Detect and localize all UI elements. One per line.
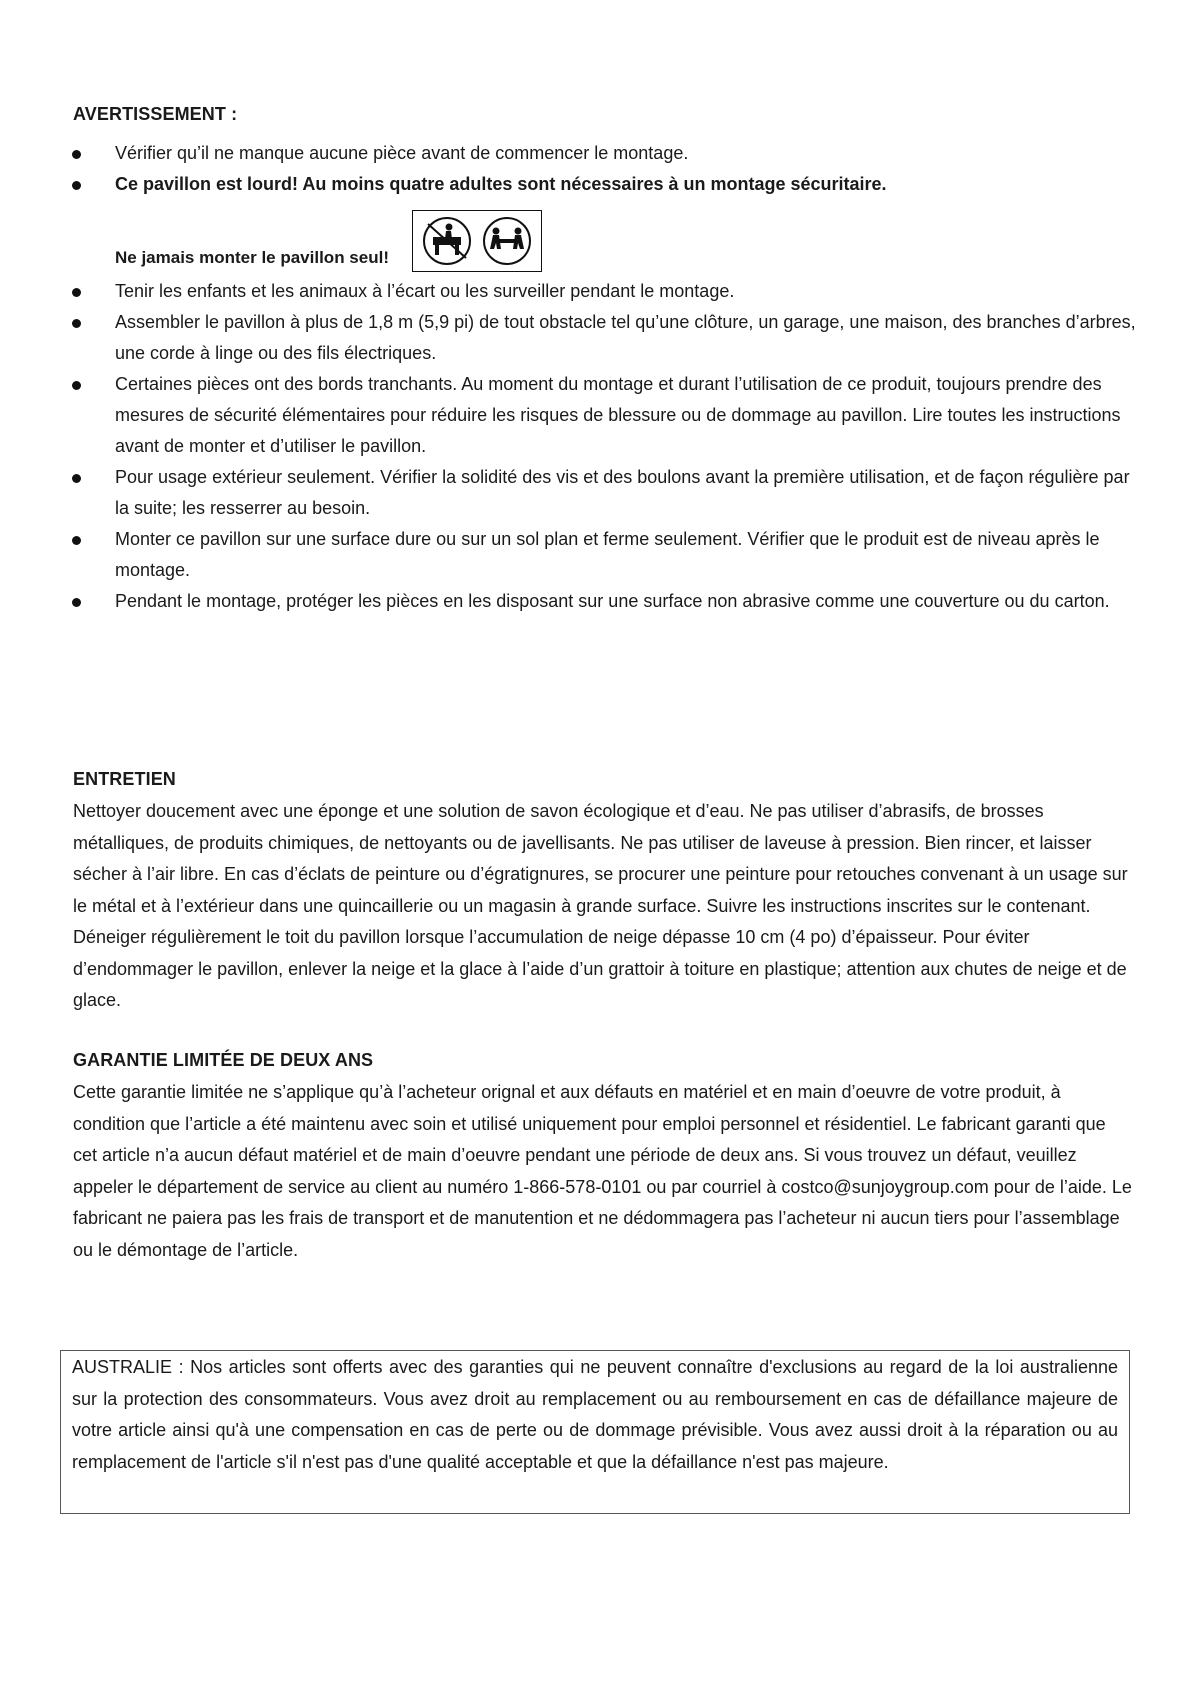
never-alone-text: Ne jamais monter le pavillon seul! bbox=[115, 248, 389, 267]
assembly-pictogram bbox=[412, 210, 542, 272]
bullet-icon bbox=[72, 150, 81, 159]
bullet-icon bbox=[72, 181, 81, 190]
list-item: Pour usage extérieur seulement. Vérifier la solidité des vis et des boulons avant la première utilisation, et de façon régulière par la suite; les resserrer au besoin. bbox=[68, 462, 1138, 524]
list-item: Pendant le montage, protéger les pièces en les disposant sur une surface non abrasive comme une couverture ou du carton. bbox=[68, 586, 1138, 617]
two-people-assembly-icon bbox=[479, 215, 535, 267]
list-item: Vérifier qu’il ne manque aucune pièce avant de commencer le montage. bbox=[68, 138, 1138, 169]
australia-notice: AUSTRALIE : Nos articles sont offerts avec des garanties qui ne peuvent connaître d'exclusions au regard de la loi australienne sur la protection des consommateurs. Vous avez droit au remplacement ou au remboursement en cas de défaillance majeure de votre article ainsi qu'à une compensation en cas de perte ou de dommage prévisible. Vous avez aussi droit à la réparation ou au remplacement de l'article s'il n'est pas d'une qualité acceptable et que la défaillance n'est pas majeure. bbox=[72, 1357, 1118, 1472]
one-person-prohibited-icon bbox=[419, 215, 475, 267]
maintenance-text: Nettoyer doucement avec une éponge et une solution de savon écologique et d’eau. Ne pas utiliser d’abrasifs, de brosses métalliques, de produits chimiques, de nettoyants ou de javellisants. Ne pas utiliser de laveuse à pression. Bien rincer, et laisser sécher à l’air libre. En cas d’éclats de peinture ou d’égratignures, se procurer une peinture pour retouches convenant à un usage sur le métal et à l’extérieur dans une quincaillerie ou un magasin à grande surface. Suivre les instructions inscrites sur le contenant. Déneiger régulièrement le toit du pavillon lorsque l’accumulation de neige dépasse 10 cm (4 po) d’épaisseur. Pour éviter d’endommager le pavillon, enlever la neige et la glace à l’aide d’un grattoir à toiture en plastique; attention aux chutes de neige et de glace. bbox=[73, 801, 1128, 1010]
list-item: Assembler le pavillon à plus de 1,8 m (5,9 pi) de tout obstacle tel qu’une clôture, un garage, une maison, des branches d’arbres, une corde à linge ou des fils électriques. bbox=[68, 307, 1138, 369]
list-item: Certaines pièces ont des bords tranchants. Au moment du montage et durant l’utilisation de ce produit, toujours prendre des mesures de sécurité élémentaires pour réduire les risques de blessure ou de dommage au pavillon. Lire toutes les instructions avant de monter et d’utiliser le pavillon. bbox=[68, 369, 1138, 462]
bullet-icon bbox=[72, 319, 81, 328]
never-alone-row bbox=[68, 206, 1138, 272]
warning-list bbox=[68, 138, 1138, 617]
list-item: Ce pavillon est lourd! Au moins quatre adultes sont nécessaires à un montage sécuritaire. bbox=[68, 169, 1138, 200]
bullet-icon bbox=[72, 598, 81, 607]
maintenance-heading: ENTRETIEN bbox=[73, 769, 176, 789]
warning-heading: AVERTISSEMENT : bbox=[73, 104, 238, 124]
list-item: Tenir les enfants et les animaux à l’écart ou les surveiller pendant le montage. bbox=[68, 276, 1138, 307]
bullet-icon bbox=[72, 474, 81, 483]
warranty-text: Cette garantie limitée ne s’applique qu’à l’acheteur orignal et aux défauts en matériel et en main d’oeuvre de votre produit, à condition que l’article a été maintenu avec soin et utilisé uniquement pour emploi personnel et résidentiel. Le fabricant garanti que cet article n’a aucun défaut matériel et de main d’oeuvre pendant une période de deux ans. Si vous trouvez un défaut, veuillez appeler le département de service au client au numéro 1-866-578-0101 ou par courriel à costco@sunjoygroup.com pour de l’aide. Le fabricant ne paiera pas les frais de transport et de manutention et ne dédommagera pas l’acheteur ni aucun tiers pour l’assemblage ou le démontage de l’article. bbox=[73, 1082, 1132, 1260]
bullet-icon bbox=[72, 536, 81, 545]
list-item: Monter ce pavillon sur une surface dure ou sur un sol plan et ferme seulement. Vérifier que le produit est de niveau après le montage. bbox=[68, 524, 1138, 586]
bullet-icon bbox=[72, 381, 81, 390]
warranty-heading: GARANTIE LIMITÉE DE DEUX ANS bbox=[73, 1050, 374, 1070]
bullet-icon bbox=[72, 288, 81, 297]
